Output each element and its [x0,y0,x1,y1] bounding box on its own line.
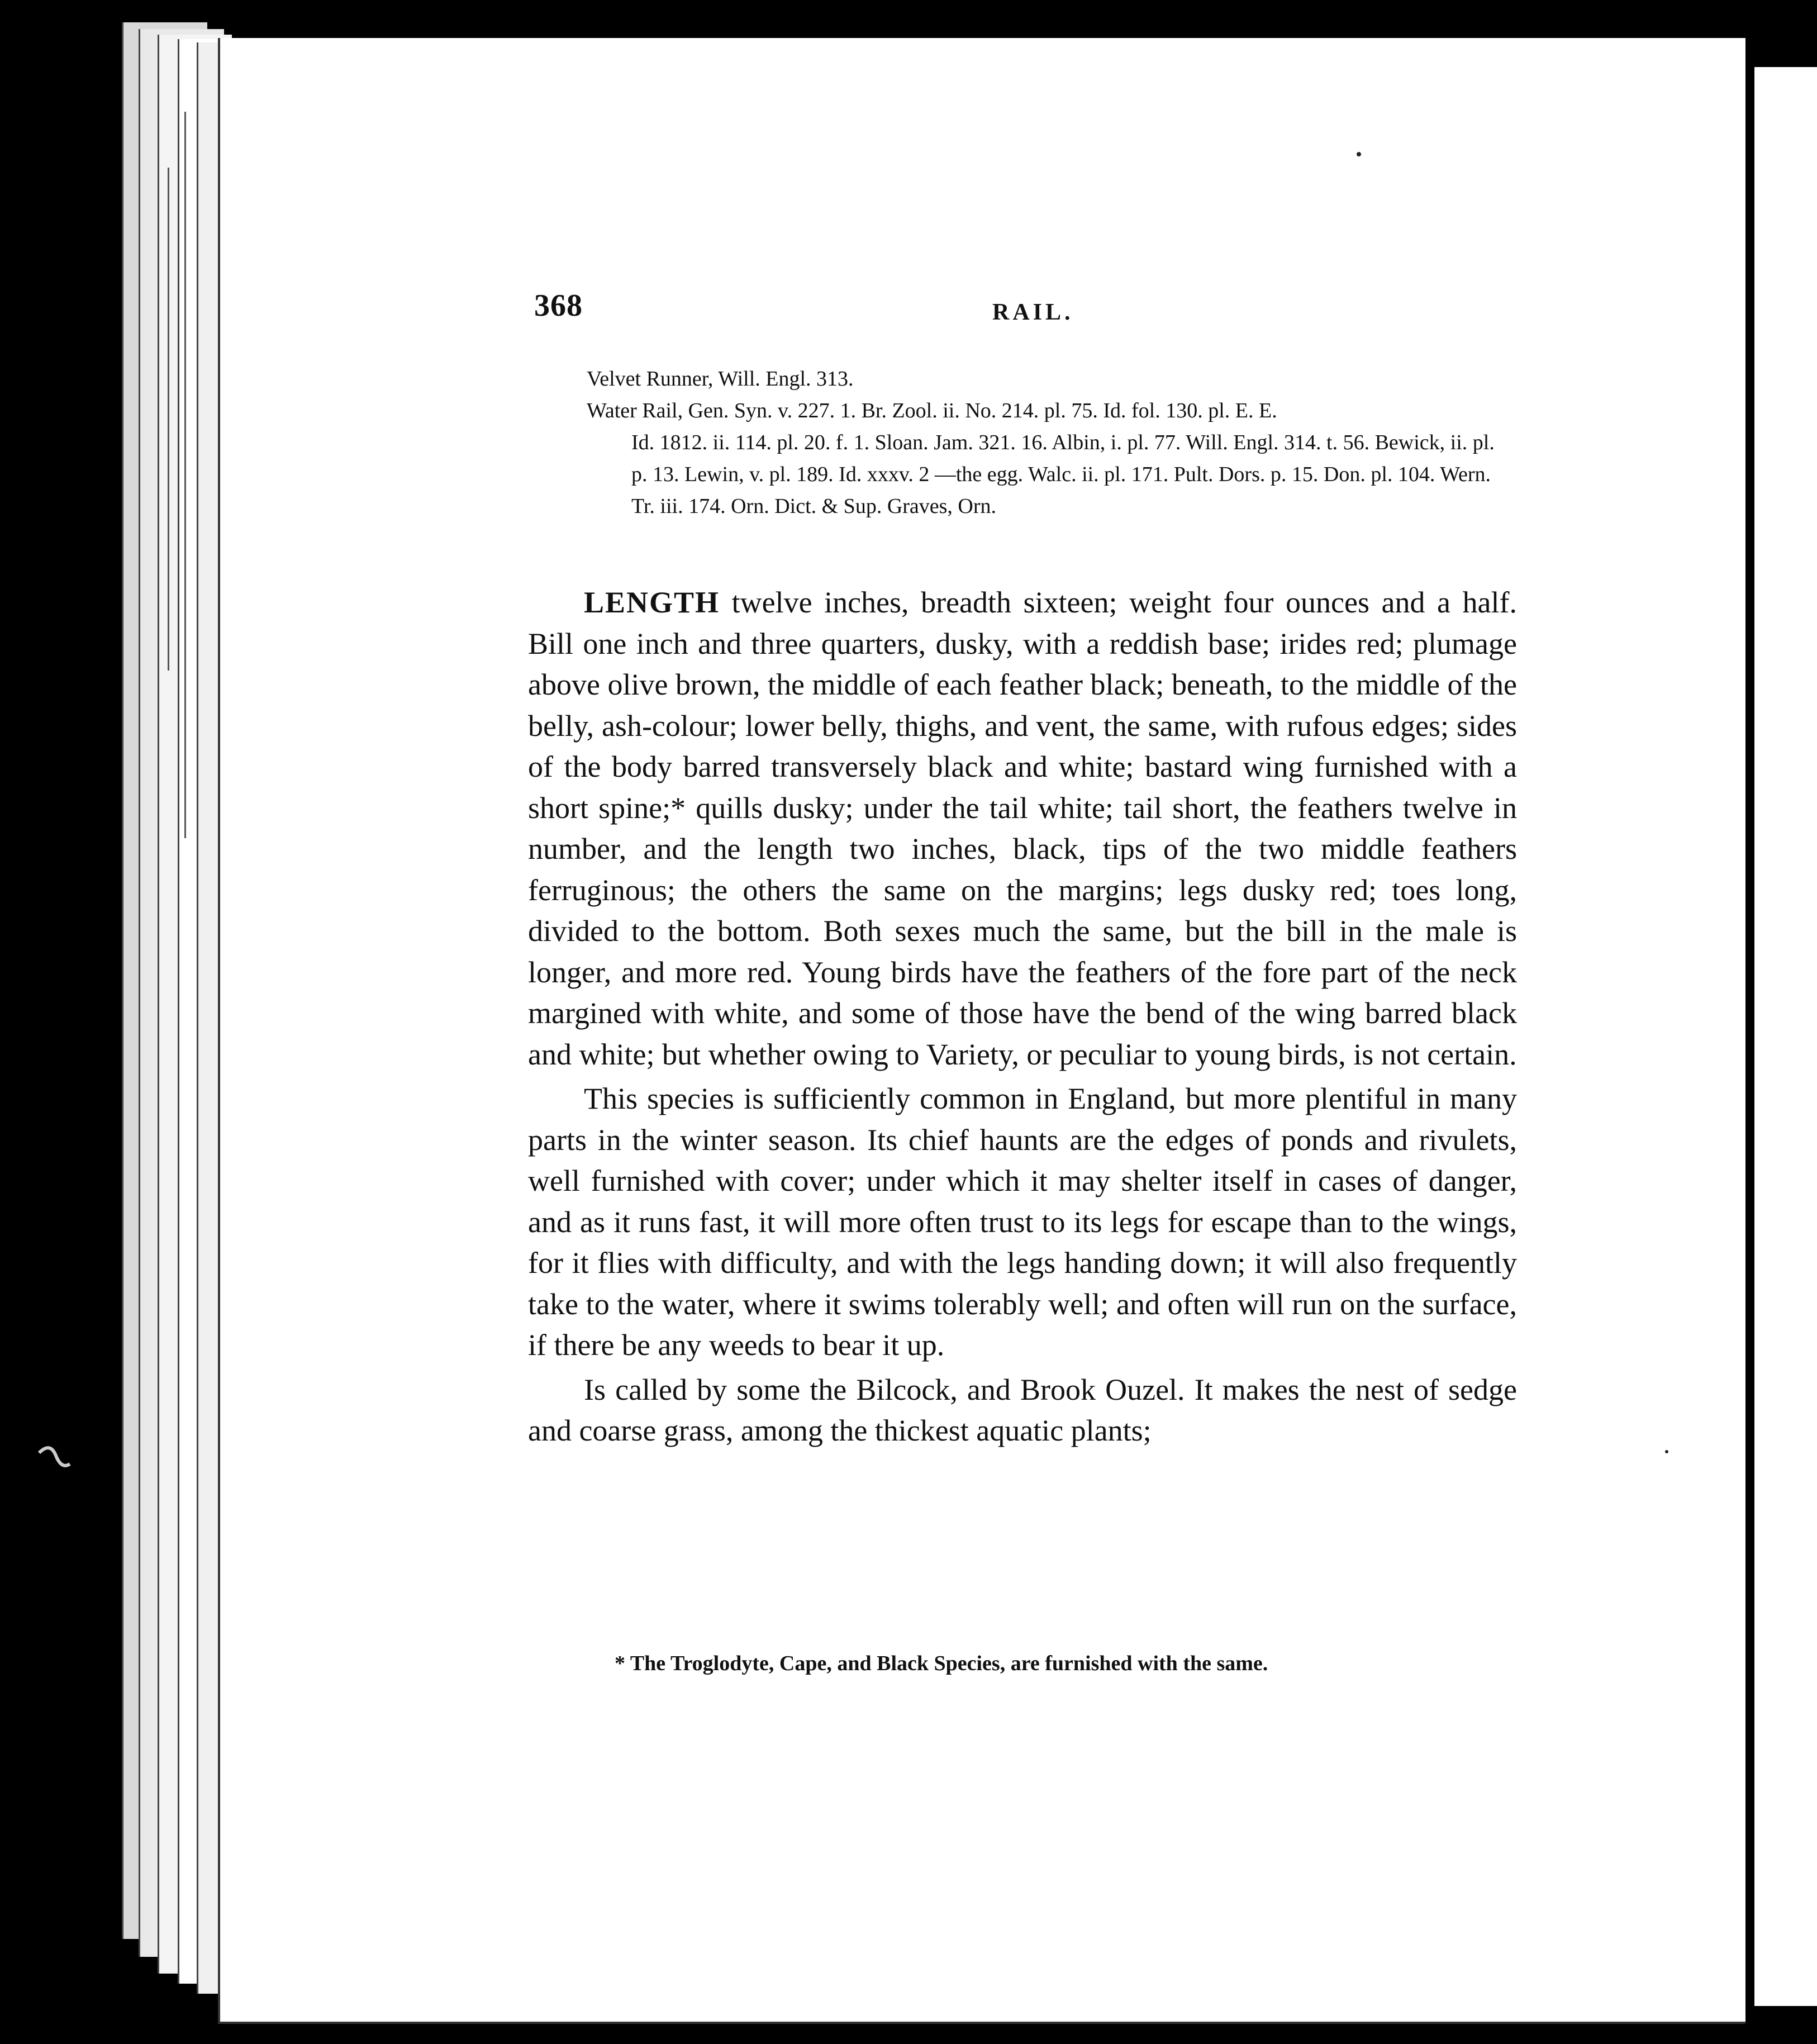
paragraph-lead-word: LENGTH [584,586,720,619]
body-text [528,582,1517,1452]
margin-mark-icon [34,1442,73,1475]
paragraph-text: This species is sufficiently common in England, but more plentiful in many parts in the winter season. Its chief haunts are the edges of ponds and rivulets, well furnished with cover; under which it may shelter itself in cases of danger, and as it runs fast, it will more often trust to its legs for escape than to the wings, for it flies with difficulty, and with the legs handing down; it will also frequently take to the water, where it swims tolerably well; and often will run on the surface, if there be any weeds to bear it up. [528,1082,1517,1362]
running-title: RAIL. [992,300,1074,325]
page-edge-line [168,168,169,671]
paragraph-text: Is called by some the Bilcock, and Brook Ouzel. It makes the nest of sedge and coarse grass, among the thickest aquatic plants; [528,1372,1517,1447]
synonym-entry [587,395,1514,522]
page-number: 368 [534,288,583,323]
paragraph [528,1078,1517,1366]
scan-speck [1357,152,1361,156]
page-edge-line [184,112,186,838]
synonym-list [587,363,1514,522]
adjacent-page-edge [1754,67,1817,2006]
paragraph-text: twelve inches, breadth sixteen; weight four ounces and a half. Bill one inch and three quarters, dusky, with a reddish base; irides red; plumage above olive brown, the middle of each feather black; beneath, to the middle of the belly, ash-colour; lower belly, thighs, and vent, the same, with rufous edges; sides of the body barred transversely black and white; bastard wing furnished with a short spine;* quills dusky; under the tail white; tail short, the feathers twelve in number, and the length two inches, black, tips of the two middle feathers ferruginous; the others the same on the margins; legs dusky red; toes long, divided to the bottom. Both sexes much the same, but the bill in the male is longer, and more red. Young birds have the feathers of the fore part of the neck margined with white, and some of those have the bend of the wing barred black and white; but whether owing to Variety, or peculiar to young birds, is not certain. [528,586,1517,1071]
footnote: * The Troglodyte, Cape, and Black Species, are furnished with the same. [615,1652,1268,1675]
paragraph [528,582,1517,1075]
scan-speck [1665,1450,1668,1453]
paragraph [528,1370,1517,1452]
synonym-continuation: Id. 1812. ii. 114. pl. 20. f. 1. Sloan. Jam. 321. 16. Albin, i. pl. 77. Will. Engl. 314. t. 56. Bewick, ii. pl. p. 13. Lewin, v. pl. 189. Id. xxxv. 2 —the egg. Walc. ii. pl. 171. Pult. Dors. p. 15. Don. pl. 104. Wern. Tr. iii. 174. Orn. Dict. & Sup. Graves, Orn. [631,431,1495,518]
synonym-entry [587,363,1514,395]
synonym-first-line: Velvet Runner, Will. Engl. 313. [587,367,854,391]
page-header [534,288,1518,332]
synonym-first-line: Water Rail, Gen. Syn. v. 227. 1. Br. Zool. ii. No. 214. pl. 75. Id. fol. 130. pl. E. E. [587,399,1277,422]
